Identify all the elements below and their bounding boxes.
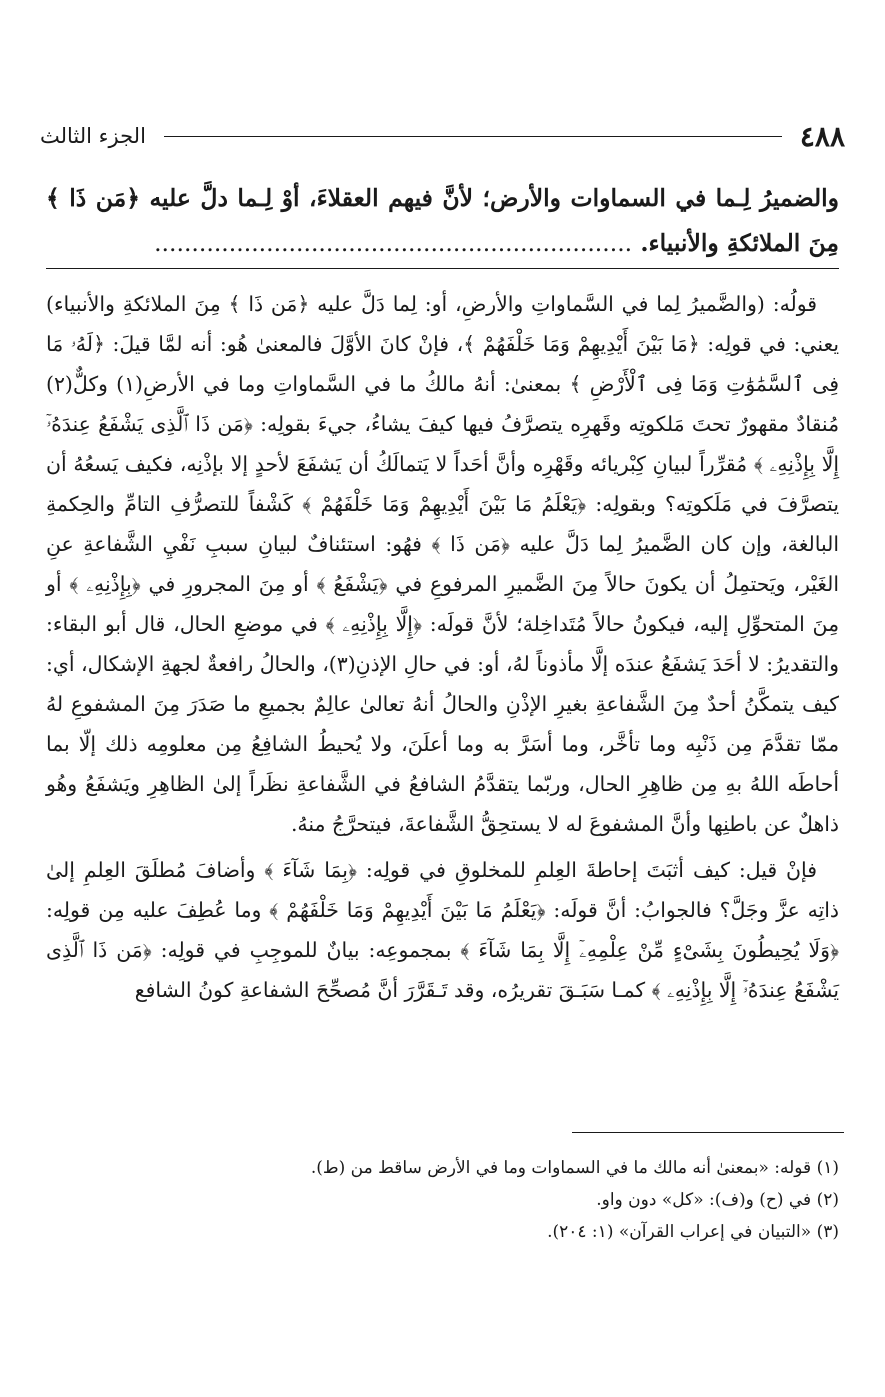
footnote-item: (٢) في (ح) و(ف): «كل» دون واو. xyxy=(596,1190,839,1210)
commentary-paragraph: قولُه: (والضَّميرُ لِما في السَّماواتِ والأرضِ، أو: لِما دَلَّ عليه ﴿مَن ذَا ﴾ مِنَ الملائكةِ والأنبياء) يعني: في قولِه: ﴿مَا بَيْنَ أَيْدِيهِمْ وَمَا خَلْفَهُمْ ﴾، فإنْ كانَ الأوَّلَ فالمعنىٰ هُو: أنه لمَّا قيلَ: ﴿لَهُۥ مَا فِى ٱلسَّمَٰوَٰتِ وَمَا فِى ٱلْأَرْضِ ﴾ بمعنىٰ: أنهُ مالكُ ما في السَّماواتِ وما في الأرضِ(١) وكلٌّ(٢) مُنقادٌ مقهورٌ تحتَ مَلكوتِه وقَهرِه يتصرَّفُ فيها كيفَ يشاءُ، جيءَ بقولِه: ﴿مَن ذَا ٱلَّذِى يَشْفَعُ عِندَهُۥٓ إِلَّا بِإِذْنِهِۦ ﴾ مُقرِّراً لبيانِ كِبْريائه وقَهْرِه وأنَّ أحَداً لا يَتمالَكُ أن يَشفَعَ لأحدٍ إلا بإذْنِه، فكيف يَسعُهُ أن يتصرَّفَ في مَلَكوتِه؟ وبقولِه: ﴿يَعْلَمُ مَا بَيْنَ أَيْدِيهِمْ وَمَا خَلْفَهُمْ ﴾ كَشْفاً للتصرُّفِ التامِّ والحِكمةِ البالغة، وإن كان الضَّميرُ لِما دَلَّ عليه ﴿مَن ذَا ﴾ فهُو: استئنافٌ لبيانِ سببِ نَفْيِ الشَّفاعةِ عنِ الغَيْر، ويَحتمِلُ أن يكونَ حالاً مِنَ الضَّميرِ المرفوعِ في ﴿يَشْفَعُ ﴾ أو مِنَ المجرورِ في ﴿بِإِذْنِهِۦ ﴾ أو مِنَ المتحوِّلِ إليه، فيكونُ حالاً مُتَداخِلة؛ لأنَّ قولَه: ﴿إِلَّا بِإِذْنِهِۦ ﴾ في موضعِ الحال، قال أبو البقاء: والتقديرُ: لا أحَدَ يَشفَعُ عندَه إلَّا مأذوناً لهُ، أو: في حالِ الإذنِ(٣)، والحالُ رافعةٌ لجهةِ الإشكال، أي: كيف يتمكَّنُ أحدٌ مِنَ الشَّفاعةِ بغيرِ الإذْنِ والحالُ أنهُ تعالىٰ عالِمٌ بجميعِ ما صَدَرَ مِنَ المشفوعِ لهُ ممّا تقدَّمَ مِن ذَنْبِه وما تأخَّر، وما أسَرَّ به وما أعلَنَ، ولا يُحيطُ الشافِعُ مِن معلومِه ذلك إلّا بما أحاطَه اللهُ بهِ مِن ظاهِرِ الحال، وربّما يتقدَّمُ الشافعُ في الشَّفاعةِ نظَراً إلىٰ الظاهِرِ ويَشفَعُ وهُو ذاهلٌ عن باطنِها وأنَّ المشفوعَ له لا يستحِقُّ الشَّفاعةَ، فيتحرَّجُ منهُ. xyxy=(46,292,840,836)
leader-dots: ................................................................ xyxy=(154,229,633,257)
footnote-divider xyxy=(572,1132,844,1133)
footnotes xyxy=(46,1152,839,1248)
page-number: ٤٨٨ xyxy=(799,119,845,153)
main-text xyxy=(46,176,839,266)
commentary xyxy=(46,284,839,1010)
running-head: الجزء الثالث xyxy=(40,124,146,148)
commentary-paragraph: فإنْ قيل: كيف أثبَتَ إحاطةَ العِلمِ للمخلوقِ في قولِه: ﴿بِمَا شَآءَ ﴾ وأضافَ مُطلَقَ العِلمِ إلىٰ ذاتِه عزَّ وجَلَّ؟ فالجوابُ: أنَّ قولَه: ﴿يَعْلَمُ مَا بَيْنَ أَيْدِيهِمْ وَمَا خَلْفَهُمْ ﴾ وما عُطِفَ عليه مِن قولِه: ﴿وَلَا يُحِيطُونَ بِشَىْءٍ مِّنْ عِلْمِهِۦٓ إِلَّا بِمَا شَآءَ ﴾ بمجموعِه: بيانٌ للموجِبِ في قولِه: ﴿مَن ذَا ٱلَّذِى يَشْفَعُ عِندَهُۥٓ إِلَّا بِإِذْنِهِۦ ﴾ كمـا سَبَـقَ تقريرُه، وقد تَـقَرَّرَ أنَّ مُصحِّحَ الشفاعةِ كونُ الشافع xyxy=(46,858,839,1002)
footnote-item: (٣) «التبيان في إعراب القرآن» (١: ٢٠٤). xyxy=(547,1222,839,1242)
header-rule xyxy=(164,136,782,137)
page-header xyxy=(40,116,845,156)
main-text-body: والضميرُ لِـما في السماوات والأرض؛ لأنَّ فيهم العقلاءَ، أوْ لِـما دلَّ عليه ﴿مَن ذَا ﴾ مِنَ الملائكةِ والأنبياء. xyxy=(46,184,839,257)
footnote-item: (١) قوله: «بمعنىٰ أنه مالك ما في السماوات وما في الأرض ساقط من (ط). xyxy=(310,1158,839,1178)
main-text-divider xyxy=(46,268,839,269)
